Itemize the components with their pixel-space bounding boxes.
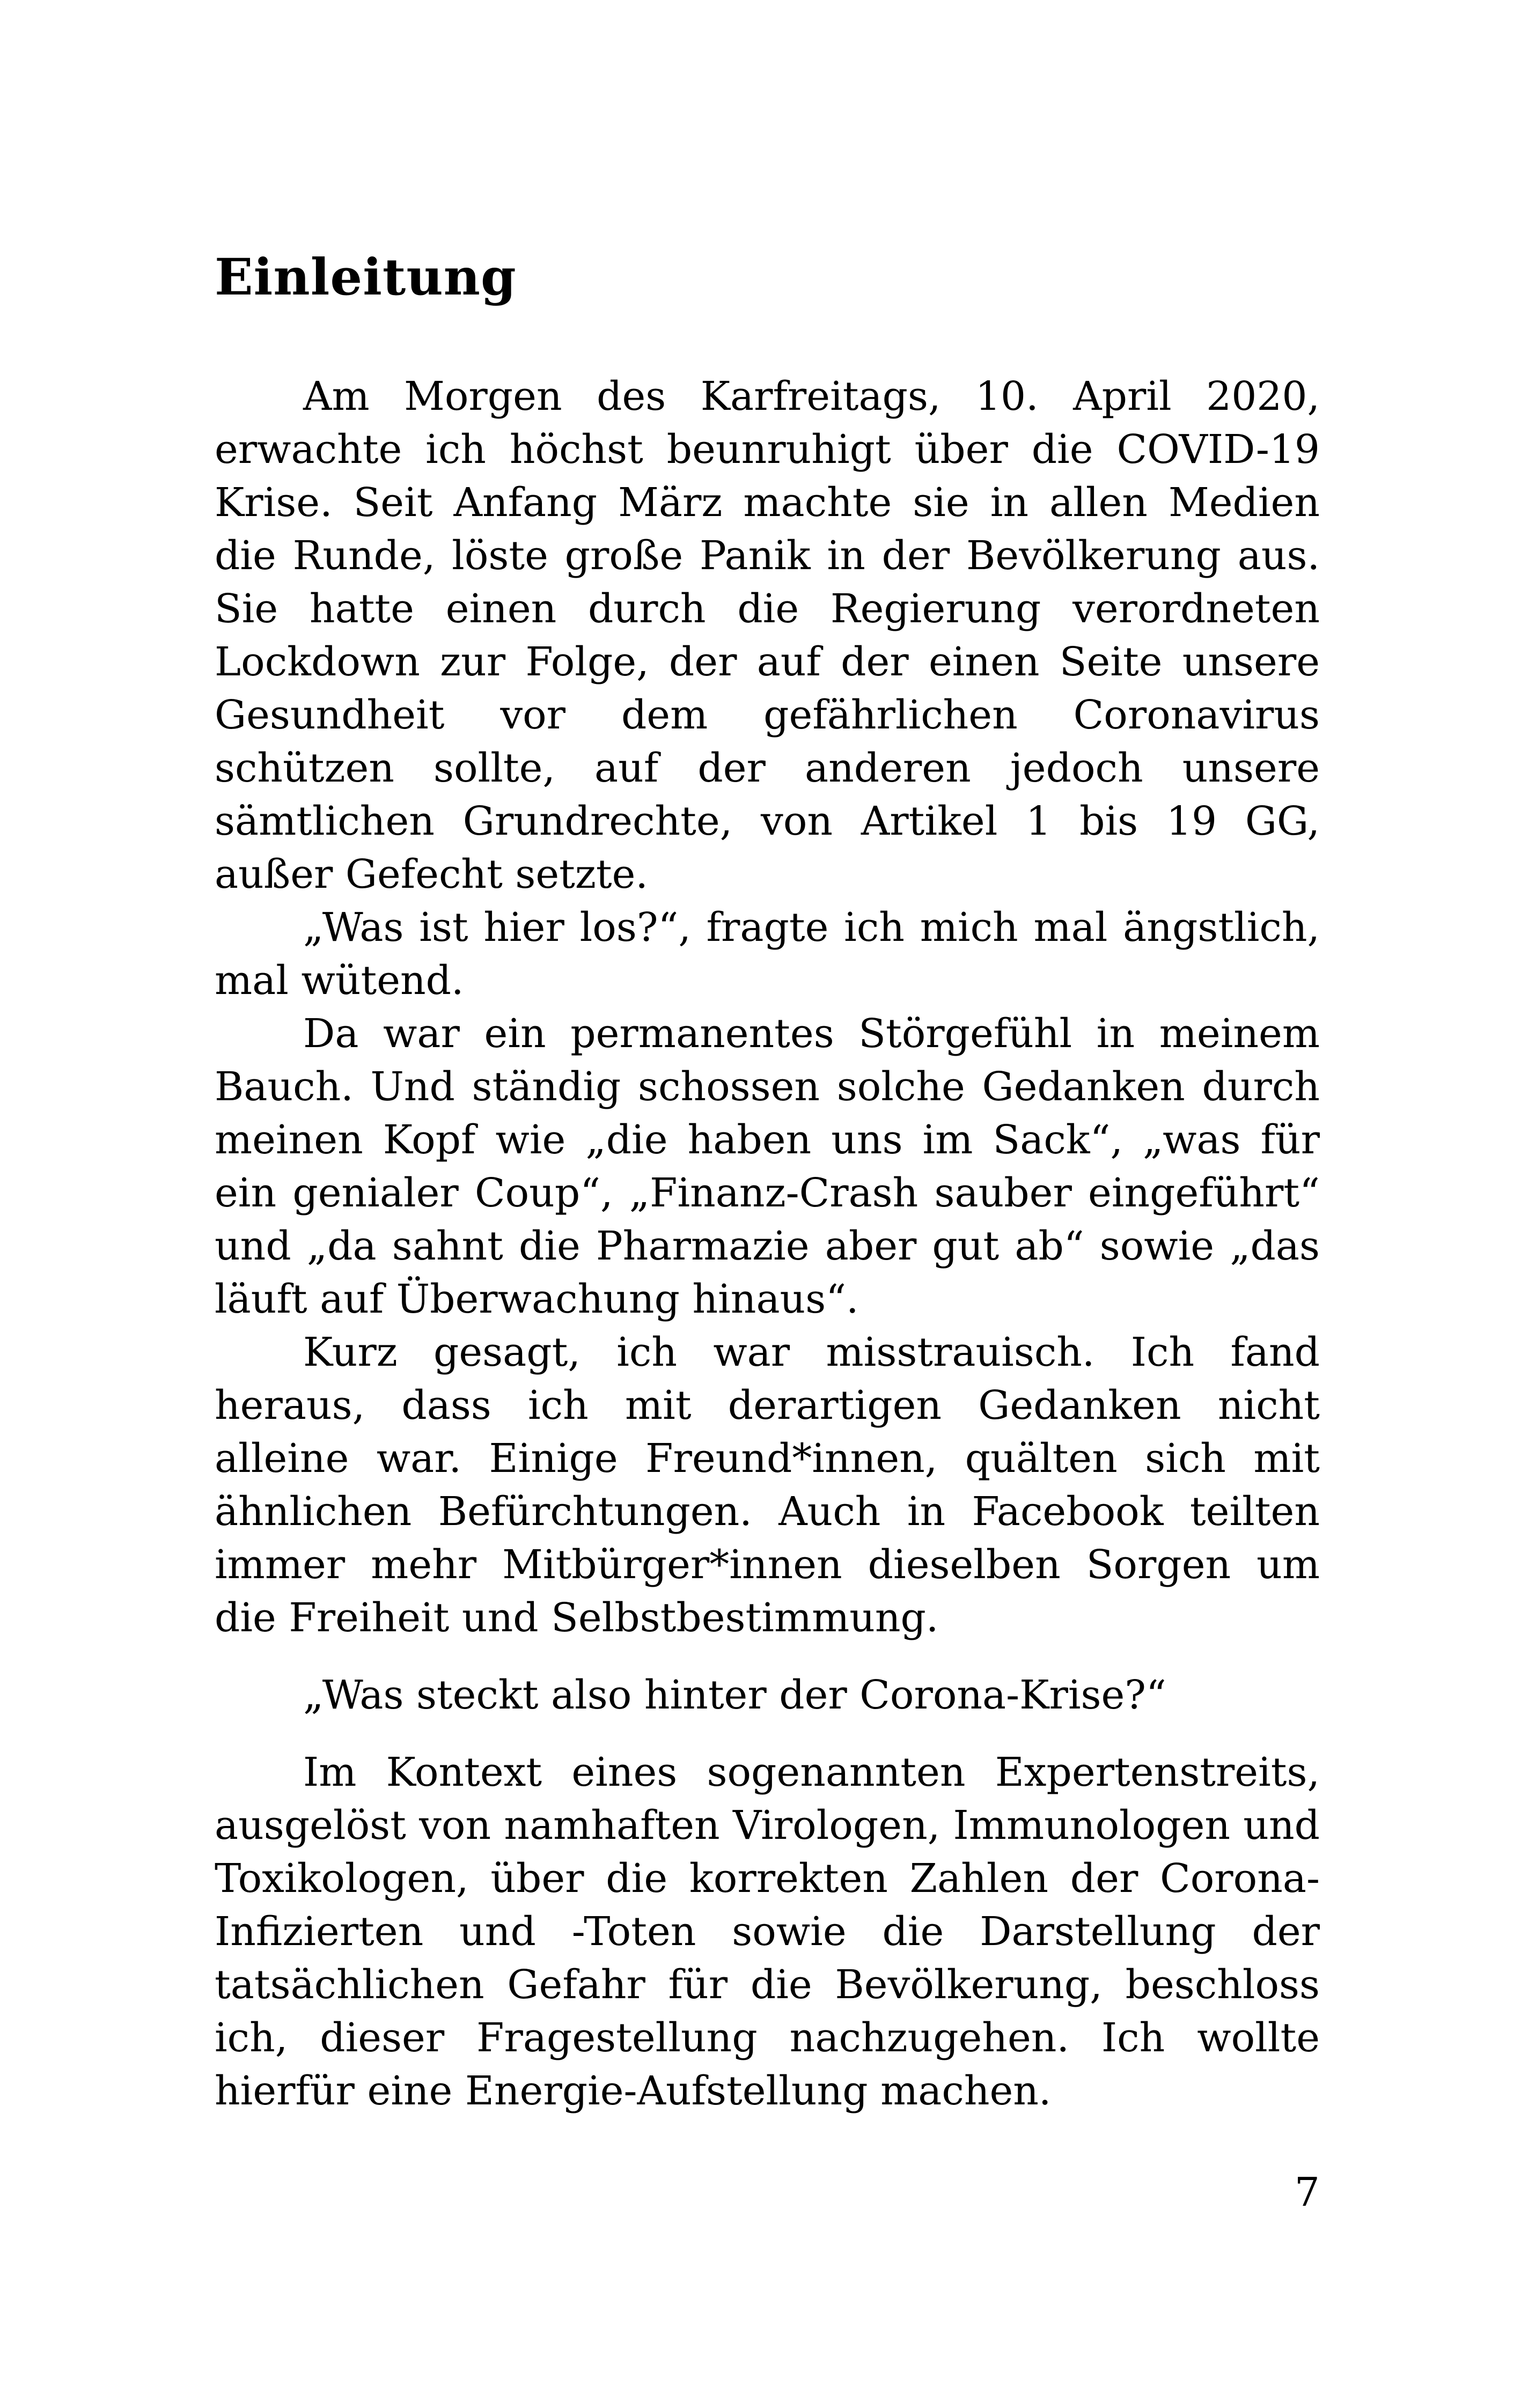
paragraph-6: Im Kontext eines sogenannten Expertenstreits, ausgelöst von namhaften Virologen, Immunologen und Toxikologen, über die korrekten Zahlen der Corona-Infizierten und -Toten sowie die Darstellung der tatsächlichen Gefahr für die Bevölkerung, beschloss ich, dieser Fragestellung nachzugehen. Ich wollte hierfür eine Energie-Aufstellung machen. (215, 1749, 1320, 2114)
paragraph-3: Da war ein permanentes Störgefühl in meinem Bauch. Und ständig schossen solche Gedanken durch meinen Kopf wie „die haben uns im Sack“, „was für ein genialer Coup“, „Finanz-Crash sauber eingeführt“ und „da sahnt die Pharmazie aber gut ab“ sowie „das läuft auf Überwachung hinaus“. (215, 1011, 1320, 1322)
page-number: 7 (1294, 2169, 1320, 2215)
paragraph-2: „Was ist hier los?“, fragte ich mich mal ängstlich, mal wütend. (215, 904, 1320, 1004)
paragraph-4: Kurz gesagt, ich war misstrauisch. Ich fand heraus, dass ich mit derartigen Gedanken nicht alleine war. Einige Freund*innen, quälten sich mit ähnlichen Befürchtungen. Auch in Facebook teilten immer mehr Mitbürger*innen dieselben Sorgen um die Freiheit und Selbstbestimmung. (215, 1329, 1320, 1641)
paragraph-question: „Was steckt also hinter der Corona-Krise?“ (303, 1672, 1166, 1718)
body-text (215, 370, 1320, 2118)
chapter-heading: Einleitung (215, 248, 517, 307)
paragraph-1: Am Morgen des Karfreitags, 10. April 2020, erwachte ich höchst beunruhigt über die COVID-19 Krise. Seit Anfang März machte sie in allen Medien die Runde, löste große Panik in der Bevölkerung aus. Sie hatte einen durch die Regierung verordneten Lockdown zur Folge, der auf der einen Seite unsere Gesundheit vor dem gefährlichen Coronavirus schützen sollte, auf der anderen jedoch unsere sämtlichen Grundrechte, von Artikel 1 bis 19 GG, außer Gefecht setzte. (215, 373, 1320, 897)
